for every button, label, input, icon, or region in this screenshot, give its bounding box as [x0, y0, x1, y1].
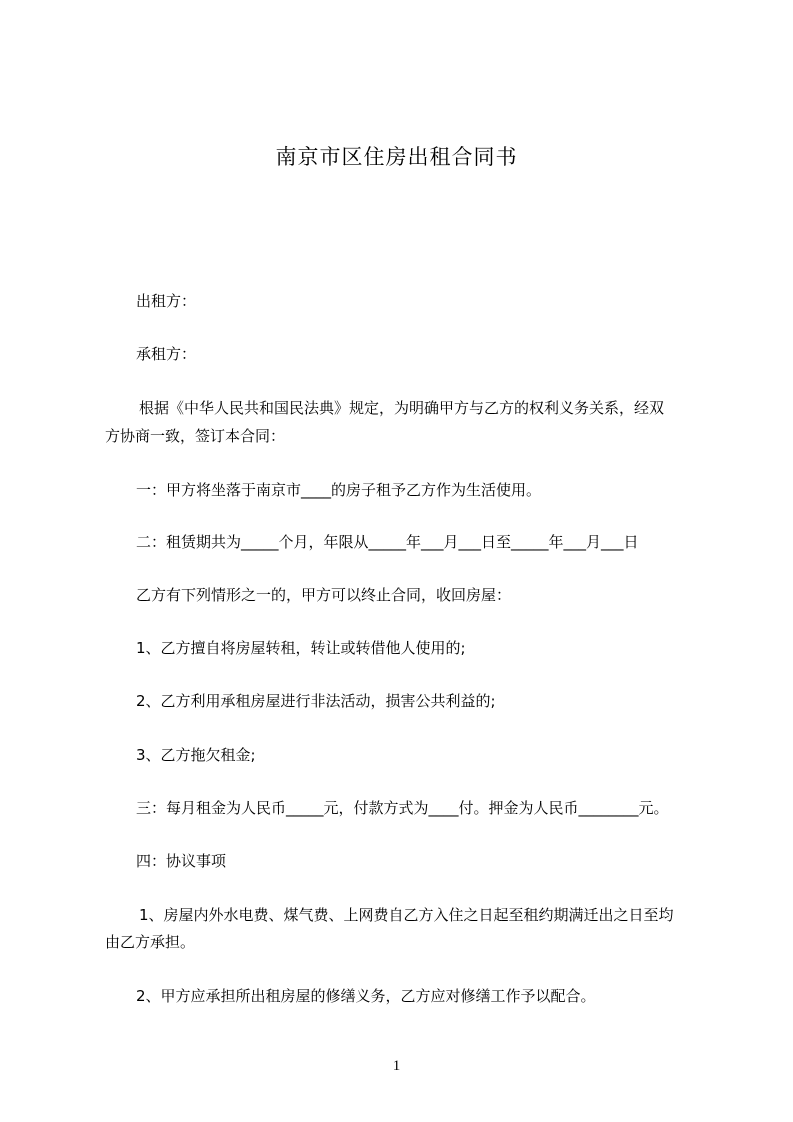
intro-paragraph-line-2: 方协商一致，签订本合同：: [105, 427, 286, 445]
termination-intro: 乙方有下列情形之一的，甲方可以终止合同，收回房屋：: [136, 586, 512, 604]
agreement-item-1-line-1: 1、房屋内外水电费、煤气费、上网费自乙方入住之日起至租约期满迁出之日至均: [139, 906, 674, 924]
agreement-item-1-line-2: 由乙方承担。: [105, 933, 196, 951]
termination-item-1: 1、乙方擅自将房屋转租，转让或转借他人使用的;: [136, 639, 466, 657]
termination-item-2: 2、乙方利用承租房屋进行非法活动，损害公共利益的;: [136, 692, 496, 710]
clause-4-heading: 四：协议事项: [136, 852, 227, 870]
clause-3: 三：每月租金为人民币_____元，付款方式为____付。押金为人民币________元。: [136, 799, 669, 817]
document-title: 南京市区住房出租合同书: [275, 145, 518, 169]
clause-2: 二：租赁期共为_____个月，年限从_____年___月___日至_____年___月___日: [136, 533, 639, 551]
page-number: 1: [392, 1058, 401, 1074]
intro-paragraph-line-1: 根据《中华人民共和国民法典》规定，为明确甲方与乙方的权利义务关系，经双: [139, 399, 665, 417]
termination-item-3: 3、乙方拖欠租金;: [136, 746, 256, 764]
clause-1: 一：甲方将坐落于南京市____的房子租予乙方作为生活使用。: [136, 481, 542, 499]
lessee-label: 承租方：: [136, 345, 197, 363]
agreement-item-2: 2、甲方应承担所出租房屋的修缮义务，乙方应对修缮工作予以配合。: [136, 987, 596, 1005]
lessor-label: 出租方：: [136, 292, 197, 310]
